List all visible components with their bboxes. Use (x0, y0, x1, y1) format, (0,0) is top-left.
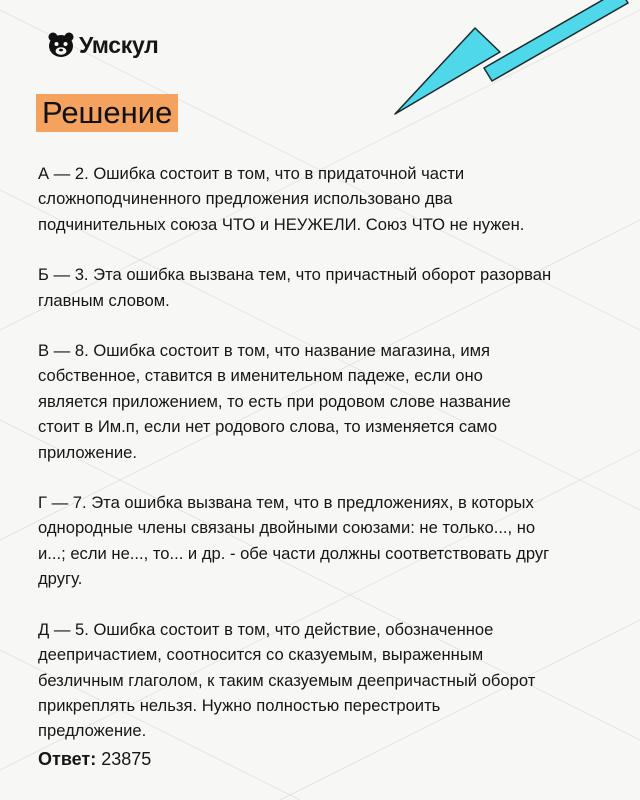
brand-name: Умскул (79, 31, 159, 58)
answer-label: Ответ: (38, 749, 97, 769)
solution-paragraph-v (38, 338, 598, 465)
page-title: Решение (36, 94, 178, 132)
brand-logo (46, 30, 158, 60)
answer-line (38, 749, 151, 770)
solution-paragraph-g (38, 490, 598, 592)
paragraph-line: подчинительных союза ЧТО и НЕУЖЕЛИ. Союз ЧТО не нужен. (38, 214, 525, 234)
paragraph-line: Г — 7. Эта ошибка вызвана тем, что в предложениях, в которых (38, 493, 534, 513)
paragraph-line: Д — 5. Ошибка состоит в том, что действие, обозначенное (38, 619, 494, 639)
paragraph-line: собственное, ставится в именительном падеже, если оно (38, 366, 483, 386)
paragraph-line: А — 2. Ошибка состоит в том, что в придаточной части (38, 164, 465, 183)
bear-face-icon (46, 30, 76, 60)
paragraph-line: приложение. (38, 442, 137, 462)
paragraph-line: главным словом. (38, 290, 170, 310)
paragraph-line: прикреплять нельзя. Нужно полностью перестроить (38, 695, 441, 715)
solution-text (38, 161, 598, 769)
paragraph-line: В — 8. Ошибка состоит в том, что название магазина, имя (38, 341, 490, 361)
paragraph-line: стоит в Им.п, если нет родового слова, то изменяется само (38, 417, 498, 437)
solution-paragraph-b (38, 262, 598, 313)
answer-value: 23875 (101, 749, 152, 769)
paragraph-line: является приложением, то есть при родовом слове название (38, 391, 511, 411)
paragraph-line: предложение. (38, 721, 147, 741)
solution-paragraph-d (38, 617, 598, 744)
paragraph-line: деепричастием, соотносится со сказуемым, выраженным (38, 645, 484, 665)
paragraph-line: и...; если не..., то... и др. - обе части должны соответствовать друг (38, 543, 550, 563)
arrow-pointer-icon (395, 0, 628, 114)
paragraph-line: другу. (38, 569, 83, 589)
solution-paragraph-a (38, 161, 598, 237)
paragraph-line: безличным глаголом, к таким сказуемым деепричастный оборот (38, 670, 536, 690)
paragraph-line: сложноподчиненного предложения использовано два (38, 189, 453, 209)
paragraph-line: однородные члены связаны двойными союзами: не только..., но (38, 518, 536, 538)
paragraph-line: Б — 3. Эта ошибка вызвана тем, что причастный оборот разорван (38, 265, 552, 285)
